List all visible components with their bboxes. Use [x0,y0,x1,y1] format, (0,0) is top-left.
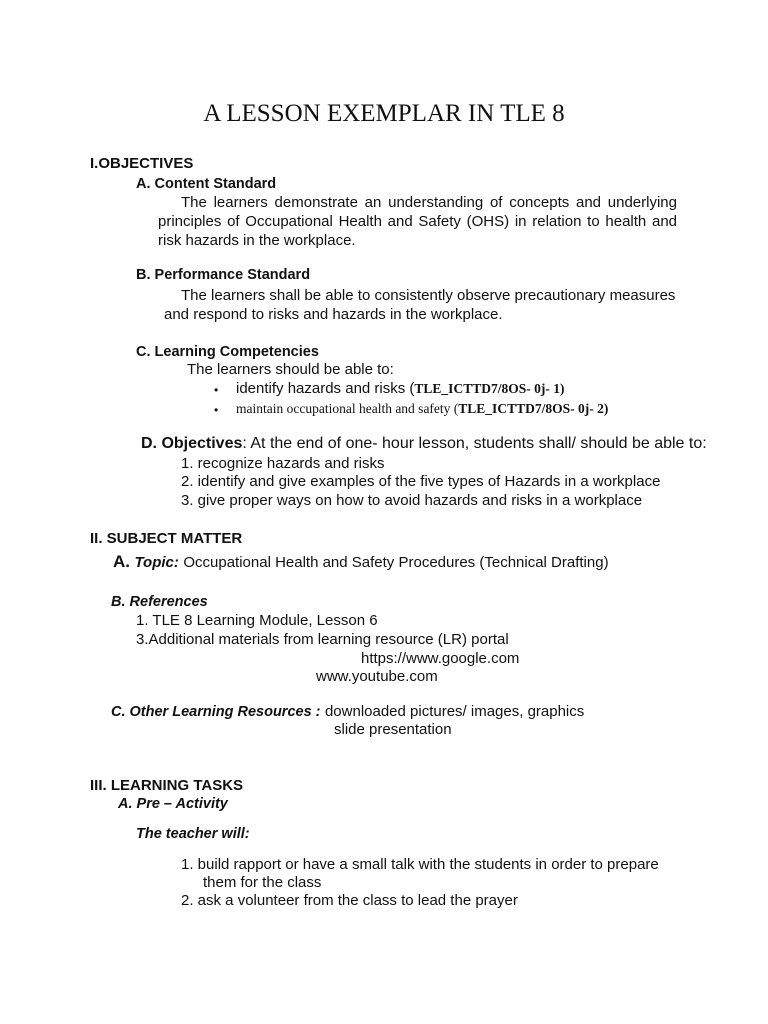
reference-link-youtube: www.youtube.com [316,668,438,685]
content-standard-label: A. Content Standard [136,176,277,192]
competency-item-2-code: TLE_ICTTD7/8OS- 0j- 2) [458,401,609,416]
objectives-d-intro: : At the end of one- hour lesson, students shall/ should be able to: [242,435,707,452]
competency-item-2-text: maintain occupational health and safety ( [236,401,459,416]
topic-label: Topic: [134,554,179,571]
topic-line [113,553,609,571]
other-resources-value-1: downloaded pictures/ images, graphics [324,703,585,720]
objectives-d-label: D. Objectives [141,435,243,452]
learning-tasks-heading: III. LEARNING TASKS [90,777,244,794]
task-item-1-line-1: 1. build rapport or have a small talk with the students in order to prepare [181,856,659,873]
learning-competencies-intro: The learners should be able to: [187,361,394,378]
topic-letter: A. [113,552,130,571]
other-resources-line [111,704,584,720]
other-resources-label: C. Other Learning Resources : [111,704,321,720]
bullet-icon: • [214,403,219,417]
competency-item-1 [236,381,564,397]
reference-item-1: 1. TLE 8 Learning Module, Lesson 6 [136,612,378,629]
task-item-2: 2. ask a volunteer from the class to lead the prayer [181,892,518,909]
other-resources-value-2: slide presentation [334,721,452,738]
task-item-1-line-2: them for the class [203,874,322,891]
competency-item-1-code: TLE_ICTTD7/8OS- 0j- 1) [414,381,565,396]
content-standard-line-3: risk hazards in the workplace. [158,232,356,249]
pre-activity-label: A. Pre – Activity [118,796,228,812]
teacher-will-label: The teacher will: [136,826,250,842]
objectives-heading: I.OBJECTIVES [90,155,194,172]
references-label: B. References [111,594,208,610]
reference-link-google: https://www.google.com [361,650,520,667]
reference-item-2: 3.Additional materials from learning resource (LR) portal [136,631,509,648]
competency-item-1-text: identify hazards and risks ( [236,380,415,397]
content-standard-line-2: principles of Occupational Health and Safety (OHS) in relation to health and [158,213,677,230]
objective-item-1: 1. recognize hazards and risks [181,455,385,472]
objective-item-2: 2. identify and give examples of the five types of Hazards in a workplace [181,473,661,490]
subject-matter-heading: II. SUBJECT MATTER [90,530,243,547]
performance-standard-line-2: and respond to risks and hazards in the workplace. [164,306,503,323]
objectives-d-line [141,436,707,452]
learning-competencies-label: C. Learning Competencies [136,344,319,360]
page-title: A LESSON EXEMPLAR IN TLE 8 [203,100,565,127]
performance-standard-label: B. Performance Standard [136,267,311,283]
competency-item-2 [236,401,608,417]
bullet-icon: • [214,383,219,397]
objective-item-3: 3. give proper ways on how to avoid hazards and risks in a workplace [181,492,643,509]
topic-value: Occupational Health and Safety Procedures (Technical Drafting) [183,554,609,571]
performance-standard-line-1: The learners shall be able to consistently observe precautionary measures [181,287,676,304]
content-standard-line-1: The learners demonstrate an understanding of concepts and underlying [181,194,677,211]
